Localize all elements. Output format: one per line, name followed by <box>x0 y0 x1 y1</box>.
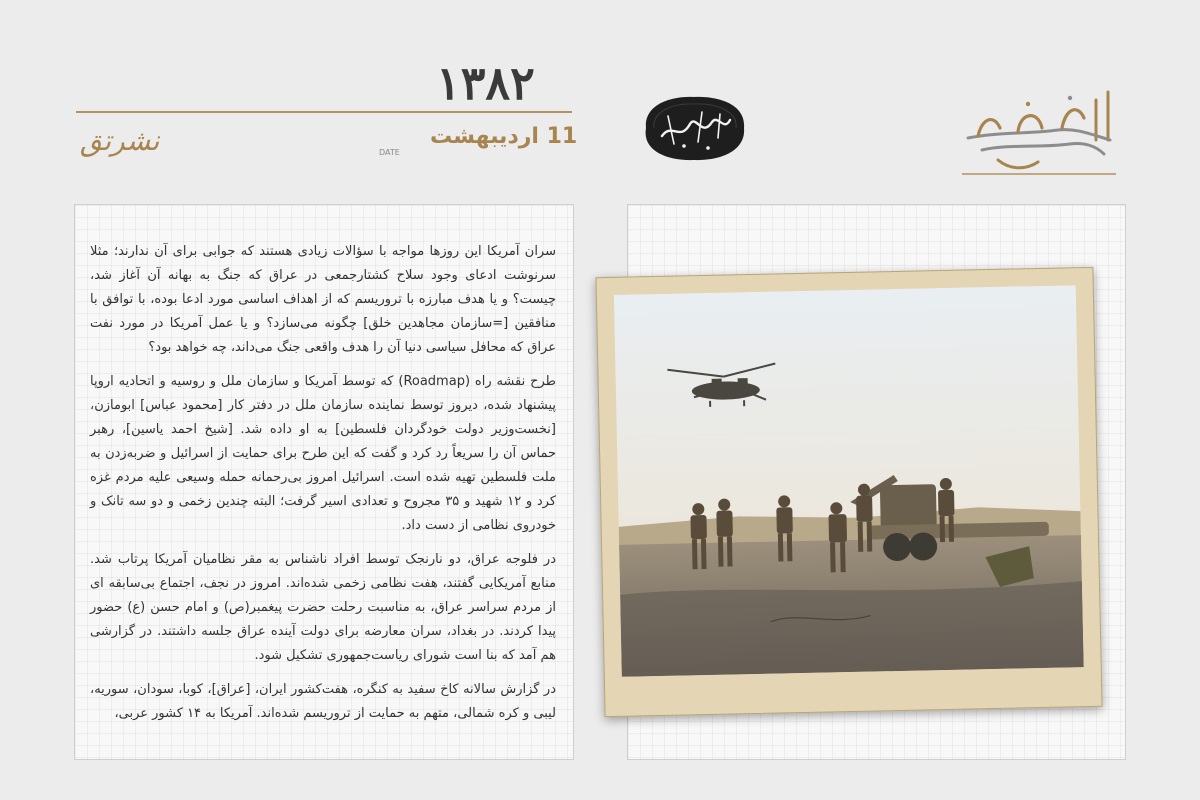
date-label: DATE <box>379 148 400 157</box>
vintage-photo-frame <box>595 267 1102 717</box>
seal-logo <box>638 92 750 164</box>
date-day: 11 اردیبهشت <box>430 124 578 149</box>
article-paragraph: طرح نقشه راه (Roadmap) که توسط آمریکا و سازمان ملل و روسیه و اتحادیه اروپا پیشنهاد شده، دیروز توسط نماینده سازمان ملل در دفتر کار [محمود عباس] ابومازن، [نخست‌وزیر دولت خودگردان فلسطین] به او داده شد. [شیخ احمد یاسین]، رهبر حماس آن را سریعاً رد کرد و گفت که این طرح برای حمایت از اسرائیل و ضربه‌زدن به ملت فلسطین تهیه شده است. اسرائیل امروز بی‌رحمانه حمله وسیعی علیه مردم غزه کرد و ۱۲ شهید و ۳۵ مجروح و تعدادی اسیر گرفت؛ البته چندین زخمی و دو سه تانک و خودروی نظامی از دست داد. <box>90 374 557 533</box>
article-body <box>90 240 556 736</box>
publisher-logo: نشرتق <box>80 124 160 157</box>
article-paragraph: سران آمریکا این روزها مواجه با سؤالات زیادی هستند که جوابی برای آن ندارند؛ مثلا سرنوشت ادعای وجود سلاح کشتارجمعی در عراق که جنگ به بهانه آن آغاز شد، چیست؟ و یا هدف مبارزه با تروریسم که از اهداف اساسی مورد ادعا بوده، با توافق با منافقین [=سازمان مجاهدین خلق] چگونه می‌سازد؟ و یا عمل آمریکا در مورد نفت عراق که محافل سیاسی دنیا آن را هدف واقعی جنگ می‌داند، چه خواهد بود؟ <box>90 244 556 355</box>
article-paragraph: در فلوجه عراق، دو نارنجک توسط افراد ناشناس به مقر نظامیان آمریکا پرتاب شد. منابع آمریکایی گفتند، هفت نظامی زخمی شده‌اند. امروز در نجف، اجتماع بی‌سابقه ای از مردم سراسر عراق، به مناسبت رحلت حضرت پیغمبر(ص) و امام حسن (ع) حضور پیدا کردند. در بغداد، سران معارضه برای دولت آینده عراق جلسه داشتند. در گزارشی هم آمد که بنا است شورای ریاست‌جمهوری تشکیل شود. <box>90 552 556 663</box>
header-rule <box>76 111 572 113</box>
year-title: ۱۳۸۲ <box>436 56 535 110</box>
desert-artillery-photo <box>614 285 1084 677</box>
brand-logo <box>958 70 1120 180</box>
article-paragraph: در گزارش سالانه کاخ سفید به کنگره، هفت‌کشور ایران، [عراق]، کوبا، سودان، سوریه، لیبی و کره شمالی، متهم به حمایت از تروریسم شده‌اند. آمریکا به ۱۴ کشور عربی، <box>90 682 556 721</box>
